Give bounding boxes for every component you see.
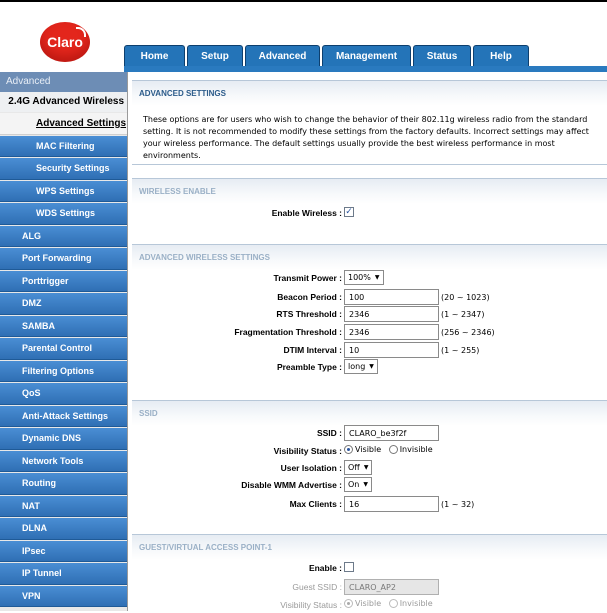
visibility-visible-radio[interactable] — [344, 445, 353, 454]
beacon-period-label: Beacon Period : — [277, 292, 342, 302]
page-description: These options are for users who wish to change the behavior of their 802.11g wireless radio from the standard setting. It is not recommended to modify these settings from the factory defaults. Incorrect settings may affect your wireless performance. The default settings usually provide the best wireless performance in most environments. — [143, 115, 589, 160]
top-border — [0, 0, 607, 2]
visibility-status-label: Visibility Status : — [273, 446, 342, 456]
advanced-wireless-title: ADVANCED WIRELESS SETTINGS — [139, 253, 270, 262]
sidebar-item-advanced-settings[interactable]: Advanced Settings — [0, 113, 127, 135]
preamble-type-row — [132, 359, 607, 375]
visibility-visible-label: Visible — [355, 445, 382, 454]
sidebar-item-wps-settings[interactable]: WPS Settings — [0, 181, 127, 203]
guest-ap-band — [132, 534, 607, 560]
visibility-invisible-label: Invisible — [399, 445, 433, 454]
chevron-down-icon: ▼ — [369, 363, 374, 370]
max-clients-row — [132, 496, 607, 512]
advanced-wireless-band — [132, 244, 607, 270]
sidebar-item-ipsec[interactable]: IPsec — [0, 541, 127, 563]
sidebar-item-nat[interactable]: NAT — [0, 496, 127, 518]
user-isolation-label: User Isolation : — [280, 463, 342, 473]
ssid-row — [132, 425, 607, 441]
frag-threshold-input[interactable]: 2346 — [344, 324, 439, 340]
enable-wireless-label: Enable Wireless : — [271, 208, 342, 218]
guest-visibility-label: Visibility Status : — [280, 600, 342, 610]
sidebar-item-routing[interactable]: Routing — [0, 473, 127, 495]
tab-setup[interactable]: Setup — [187, 45, 243, 67]
chevron-down-icon: ▼ — [363, 464, 369, 471]
frag-threshold-row — [132, 324, 607, 340]
disable-wmm-label: Disable WMM Advertise : — [241, 480, 342, 490]
preamble-type-label: Preamble Type : — [276, 362, 342, 372]
tab-home[interactable]: Home — [124, 45, 185, 67]
tab-advanced[interactable]: Advanced — [245, 45, 320, 67]
sidebar-item-parental-control[interactable]: Parental Control — [0, 338, 127, 360]
sidebar-item-samba[interactable]: SAMBA — [0, 316, 127, 338]
frag-threshold-label: Fragmentation Threshold : — [234, 327, 342, 337]
logo-text: Claro — [47, 34, 83, 50]
sidebar-item-port-forwarding[interactable]: Port Forwarding — [0, 248, 127, 270]
transmit-power-value: 100% — [348, 273, 371, 282]
divider — [132, 164, 607, 165]
ssid-title: SSID — [139, 409, 158, 418]
guest-enable-checkbox[interactable] — [344, 562, 354, 572]
sidebar-item-dlna[interactable]: DLNA — [0, 518, 127, 540]
rts-threshold-label: RTS Threshold : — [276, 309, 342, 319]
disable-wmm-value: On — [348, 480, 360, 489]
transmit-power-select[interactable] — [344, 270, 384, 285]
max-clients-input[interactable]: 16 — [344, 496, 439, 512]
tab-help[interactable]: Help — [473, 45, 529, 67]
page-title-band — [132, 80, 607, 106]
chevron-down-icon: ▼ — [363, 481, 368, 488]
disable-wmm-select[interactable] — [344, 477, 372, 492]
preamble-type-select[interactable] — [344, 359, 378, 374]
user-isolation-select[interactable] — [344, 460, 372, 475]
sidebar-item-wds-settings[interactable]: WDS Settings — [0, 203, 127, 225]
dtim-interval-label: DTIM Interval : — [283, 345, 342, 355]
disable-wmm-row — [132, 477, 607, 493]
enable-wireless-checkbox[interactable]: ✓ — [345, 207, 353, 217]
main-content — [132, 72, 607, 611]
ssid-input[interactable]: CLARO_be3f2f — [344, 425, 439, 441]
transmit-power-label: Transmit Power : — [273, 273, 342, 283]
enable-wireless-row — [132, 205, 607, 221]
sidebar-header: Advanced — [0, 72, 127, 92]
main-tabs — [124, 45, 531, 67]
sidebar-item-anti-attack[interactable]: Anti-Attack Settings — [0, 406, 127, 428]
guest-invisible-radio[interactable] — [389, 599, 398, 608]
user-isolation-row — [132, 460, 607, 476]
sidebar-item-dynamic-dns[interactable]: Dynamic DNS — [0, 428, 127, 450]
page-title: ADVANCED SETTINGS — [139, 89, 226, 98]
rts-threshold-range: (1 ~ 2347) — [441, 310, 485, 319]
user-isolation-value: Off — [348, 463, 360, 472]
max-clients-range: (1 ~ 32) — [441, 500, 475, 509]
guest-invisible-label: Invisible — [399, 599, 433, 608]
frag-threshold-range: (256 ~ 2346) — [441, 328, 495, 337]
guest-visible-radio[interactable] — [344, 599, 353, 608]
dtim-interval-row — [132, 342, 607, 358]
guest-ap-title: GUEST/VIRTUAL ACCESS POINT-1 — [139, 543, 272, 552]
sidebar-item-alg[interactable]: ALG — [0, 226, 127, 248]
sidebar-item-network-tools[interactable]: Network Tools — [0, 451, 127, 473]
ssid-label: SSID : — [316, 428, 342, 438]
dtim-interval-range: (1 ~ 255) — [441, 346, 480, 355]
chevron-down-icon: ▼ — [374, 274, 380, 281]
transmit-power-row — [132, 270, 607, 286]
tab-status[interactable]: Status — [413, 45, 471, 67]
beacon-period-input[interactable]: 100 — [344, 289, 439, 305]
sidebar-item-mac-filtering[interactable]: MAC Filtering — [0, 136, 127, 158]
tab-management[interactable]: Management — [322, 45, 411, 67]
visibility-invisible-radio[interactable] — [389, 445, 398, 454]
sidebar-section-wireless[interactable]: 2.4G Advanced Wireless — [0, 92, 127, 112]
sidebar — [0, 72, 128, 611]
dtim-interval-input[interactable]: 10 — [344, 342, 439, 358]
guest-ssid-label: Guest SSID : — [292, 582, 342, 592]
guest-enable-row — [132, 560, 607, 576]
sidebar-item-security-settings[interactable]: Security Settings — [0, 158, 127, 180]
guest-visible-label: Visible — [355, 599, 382, 608]
ssid-band — [132, 400, 607, 426]
beacon-period-row — [132, 289, 607, 305]
sidebar-item-vpn[interactable]: VPN — [0, 586, 127, 608]
beacon-period-range: (20 ~ 1023) — [441, 293, 490, 302]
rts-threshold-input[interactable]: 2346 — [344, 306, 439, 322]
max-clients-label: Max Clients : — [289, 499, 342, 509]
sidebar-item-dmz[interactable]: DMZ — [0, 293, 127, 315]
sidebar-item-qos[interactable]: QoS — [0, 383, 127, 405]
wireless-enable-band — [132, 178, 607, 204]
sidebar-item-porttrigger[interactable]: Porttrigger — [0, 271, 127, 293]
visibility-status-row — [132, 443, 607, 459]
wireless-enable-title: WIRELESS ENABLE — [139, 187, 216, 196]
guest-ssid-row — [132, 579, 607, 595]
guest-ssid-input[interactable]: CLARO_AP2 — [344, 579, 439, 595]
preamble-type-value: long — [348, 362, 366, 371]
sidebar-item-filtering-options[interactable]: Filtering Options — [0, 361, 127, 383]
guest-enable-label: Enable : — [308, 563, 342, 573]
sidebar-item-ip-tunnel[interactable]: IP Tunnel — [0, 563, 127, 585]
claro-logo — [40, 22, 90, 62]
rts-threshold-row — [132, 306, 607, 322]
